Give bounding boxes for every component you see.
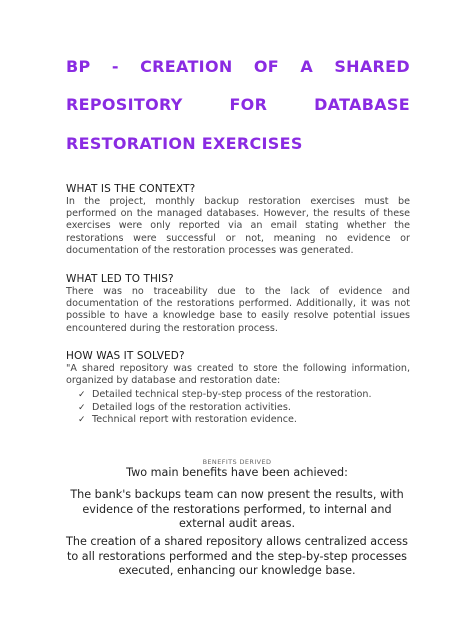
list-item — [78, 402, 410, 414]
title-word: SHARED — [334, 57, 410, 76]
benefit-paragraph-1: The bank's backups team can now present the results, with evidence of the restorations performed, to internal and external audit areas. — [70, 488, 404, 531]
title-line-2 — [66, 95, 410, 114]
list-item-text: Detailed technical step-by-step process of the restoration. — [92, 389, 372, 401]
benefits-intro: Two main benefits have been achieved: — [126, 466, 348, 479]
list-item — [78, 389, 410, 401]
title-word: OF — [253, 57, 280, 76]
solved-body: "A shared repository was created to store the following information, organized by database and restoration date: — [66, 363, 410, 387]
context-section — [66, 183, 410, 257]
check-icon: ✓ — [78, 390, 86, 401]
solved-list — [66, 389, 410, 426]
title-word: REPOSITORY — [66, 95, 183, 114]
title-word: CREATION — [140, 57, 233, 76]
title-line-3: RESTORATION EXERCISES — [66, 134, 303, 153]
title-word: - — [111, 57, 119, 76]
check-icon: ✓ — [78, 415, 86, 426]
title-word: A — [300, 57, 314, 76]
check-icon: ✓ — [78, 402, 86, 413]
title-word: DATABASE — [314, 95, 410, 114]
list-item-text: Detailed logs of the restoration activities. — [92, 401, 291, 413]
title-word: FOR — [229, 95, 268, 114]
benefit-paragraph-2: The creation of a shared repository allows centralized access to all restorations performed and the step-by-step processes executed, enhancing our knowledge base. — [66, 535, 408, 578]
solved-section — [66, 350, 410, 427]
solved-heading: HOW WAS IT SOLVED? — [66, 350, 185, 362]
list-item-text: Technical report with restoration evidence. — [92, 414, 297, 426]
list-item — [78, 414, 410, 426]
led-to-heading: WHAT LED TO THIS? — [66, 273, 174, 285]
led-to-body: There was no traceability due to the lack of evidence and documentation of the restorations performed. Additionally, it was not possible to have a knowledge base to easily resolve potential issues encountered during the restoration process. — [66, 286, 410, 334]
led-to-section — [66, 273, 410, 335]
title-line-1 — [66, 57, 410, 76]
benefits-label: BENEFITS DERIVED — [202, 458, 272, 466]
title-word: BP — [66, 57, 91, 76]
context-heading: WHAT IS THE CONTEXT? — [66, 183, 196, 195]
context-body: In the project, monthly backup restoration exercises must be performed on the managed databases. However, the results of these exercises were only reported via an email stating whether the restorations were successful or not, meaning no evidence or documentation of the restoration processes was generated. — [66, 196, 410, 256]
